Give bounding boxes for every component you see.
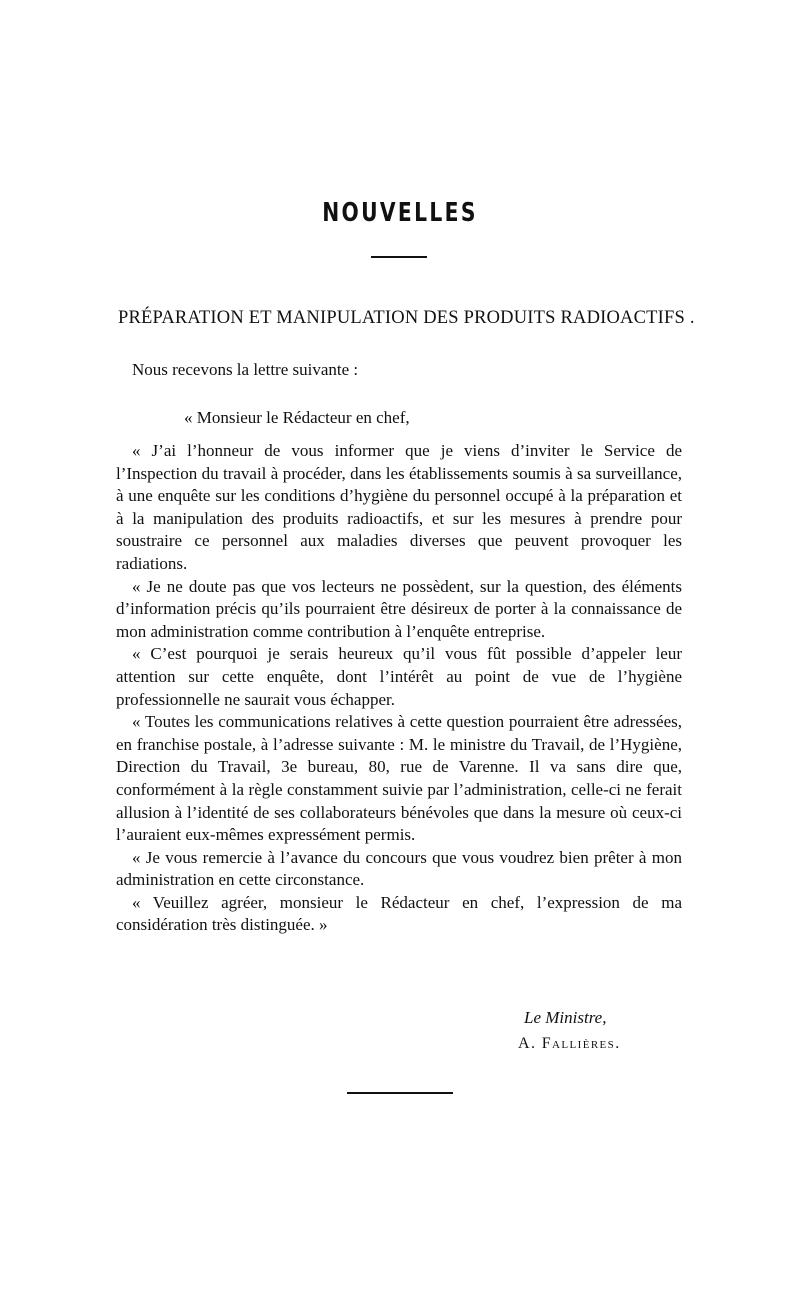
letter-paragraph: « Je ne doute pas que vos lecteurs ne possèdent, sur la question, des éléments d’information précis qu’ils pourraient être désireux de porter à la connaissance de mon administration comme contribution à l’enquête entreprise.: [116, 576, 682, 641]
signature-name: A. Fallières.: [518, 1035, 621, 1052]
letter-body: [116, 440, 682, 937]
letter-paragraph: « C’est pourquoi je serais heureux qu’il vous fût possible d’appeler leur attention sur cette enquête, dont l’intérêt au point de vue de l’hygiène professionnelle ne saurait vous échapper.: [116, 644, 682, 709]
letter-paragraph: « Toutes les communications relatives à cette question pourraient être adressées, en franchise postale, à l’adresse suivante : M. le ministre du Travail, de l’Hygiène, Direction du Travail, 3e bureau, 80, rue de Varenne. Il va sans dire que, conformément à la règle constamment suivie par l’administration, celle-ci ne ferait allusion à l’identité de ses collaborateurs bénévoles que dans la mesure où ceux-ci l’auraient eux-mêmes expressément permis.: [116, 712, 682, 845]
signature-title: Le Ministre,: [524, 1008, 607, 1027]
letter-paragraph: « J’ai l’honneur de vous informer que je viens d’inviter le Service de l’Inspection du travail à procéder, dans les établissements soumis à sa surveillance, à une enquête sur les conditions d’hygiène du personnel occupé à la préparation et à la manipulation des produits radioactifs, et sur les mesures à prendre pour soustraire ce personnel aux maladies diverses que peuvent provoquer les radiations.: [116, 441, 682, 573]
page-heading: NOUVELLES: [322, 198, 478, 228]
intro-line: Nous recevons la lettre suivante :: [132, 360, 359, 379]
letter-salutation: « Monsieur le Rédacteur en chef,: [184, 408, 410, 427]
heading-rule: [371, 256, 427, 258]
letter-paragraph: « Veuillez agréer, monsieur le Rédacteur en chef, l’expression de ma considération très distinguée. »: [116, 892, 682, 935]
closing-rule: [347, 1092, 453, 1094]
section-title: PRÉPARATION ET MANIPULATION DES PRODUITS RADIOACTIFS .: [118, 308, 695, 328]
letter-paragraph: « Je vous remercie à l’avance du concours que vous voudrez bien prêter à mon administration en cette circonstance.: [116, 847, 682, 890]
